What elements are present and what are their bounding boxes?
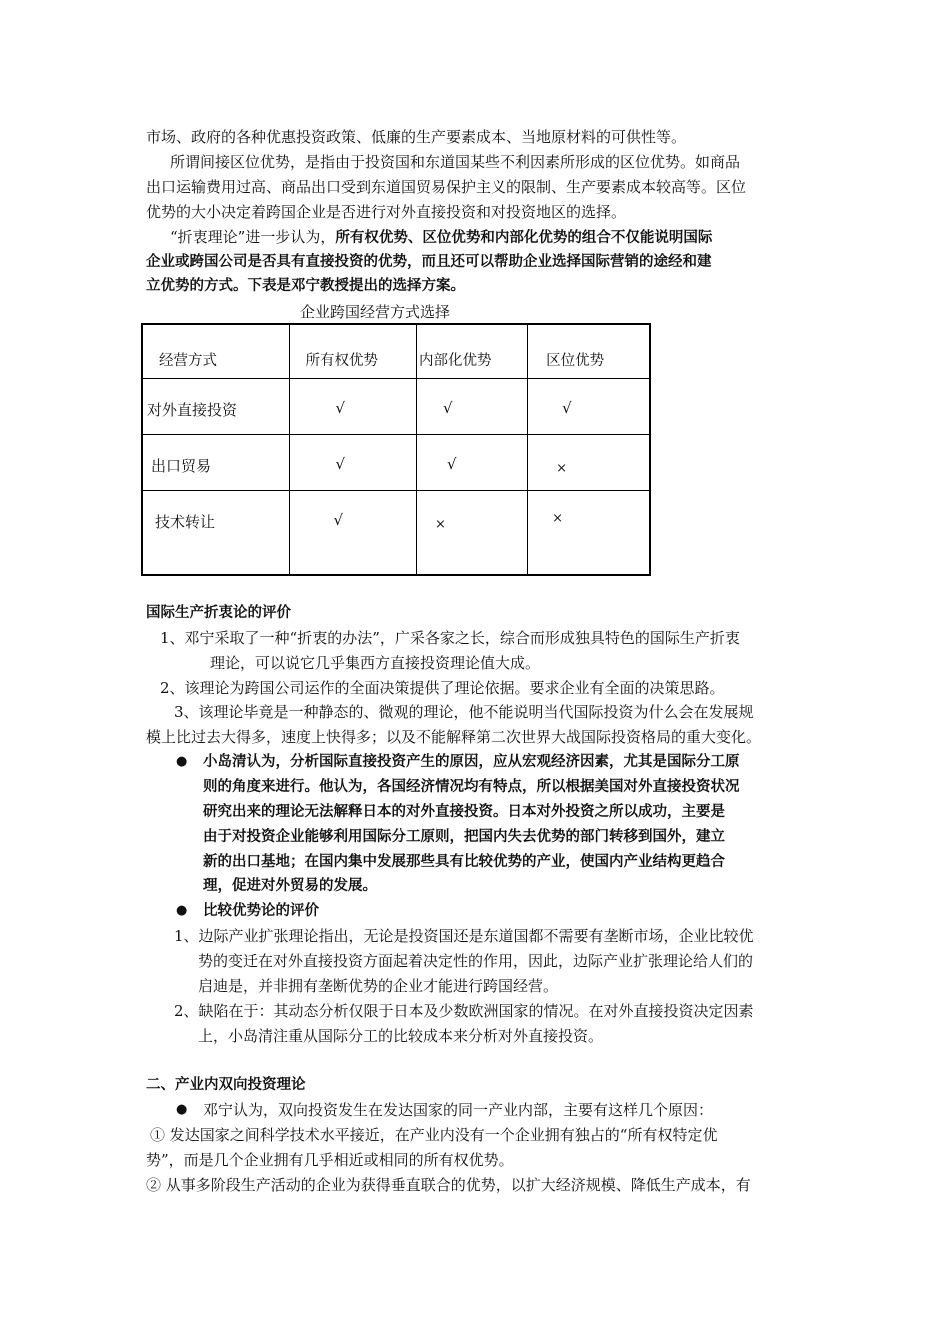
bold-text-line: 企业或跨国公司是否具有直接投资的优势，而且还可以帮助企业选择国际营销的途经和建 xyxy=(146,254,712,270)
text-line: 2、缺陷在于：其动态分析仅限于日本及少数欧洲国家的情况。在对外直接投资决定因素 xyxy=(174,1002,754,1020)
table-cell: √ xyxy=(417,378,528,434)
table-header-cell: 所有权优势 xyxy=(289,324,417,378)
text-line: ② 从事多阶段生产活动的企业为获得垂直联合的优势，以扩大经济规模、降低生产成本，有 xyxy=(146,1176,751,1194)
text-line: 1、邓宁采取了一种“折衷的办法”，广采各家之长，综合而形成独具特色的国际生产折衷 xyxy=(160,629,740,647)
bold-text-span: 所有权优势、区位优势和内部化优势的组合不仅能说明国际 xyxy=(335,230,713,246)
table-cell: √ xyxy=(289,434,417,490)
table-cell: × xyxy=(528,434,650,490)
table-cell: × xyxy=(528,490,650,575)
text-line: 市场、政府的各种优惠投资政策、低廉的生产要素成本、当地原材料的可供性等。 xyxy=(146,128,687,146)
text-line: ① 发达国家之间科学技术水平接近，在产业内没有一个企业拥有独占的“所有权特定优 xyxy=(150,1126,718,1144)
table-cell: × xyxy=(417,490,528,575)
bold-text-line: 研究出来的理论无法解释日本的对外直接投资。日本对外投资之所以成功，主要是 xyxy=(203,804,725,820)
bullet-icon: ● xyxy=(176,1102,188,1117)
table-header-cell: 内部化优势 xyxy=(417,324,528,378)
text-line: 3、该理论毕竟是一种静态的、微观的理论，他不能说明当代国际投资为什么会在发展规 xyxy=(174,703,754,721)
text-line: 势”，而是几个企业拥有几乎相近或相同的所有权优势。 xyxy=(146,1151,514,1169)
text-span: “折衷理论”进一步认为， xyxy=(170,228,336,246)
text-line: 理论，可以说它几乎集西方直接投资理论值大成。 xyxy=(210,654,541,672)
table-cell: √ xyxy=(289,490,417,575)
bold-text-line: 则的角度来进行。他认为，各国经济情况均有特点，所以根据美国对外直接投资状况 xyxy=(203,779,740,795)
table-cell: √ xyxy=(289,378,417,434)
table-row xyxy=(142,378,650,434)
text-line: 2、该理论为跨国公司运作的全面决策提供了理论依据。要求企业有全面的决策思路。 xyxy=(160,679,725,697)
text-line xyxy=(170,227,712,248)
text-line: 1、边际产业扩张理论指出，无论是投资国还是东道国都不需要有垄断市场，企业比较优 xyxy=(174,927,754,945)
table-header-cell: 经营方式 xyxy=(142,324,289,378)
text-line: 启迪是，并非拥有垄断优势的企业才能进行跨国经营。 xyxy=(198,977,559,995)
selection-table xyxy=(141,323,651,576)
table-cell: √ xyxy=(528,378,650,434)
bold-text-line: 新的出口基地；在国内集中发展那些具有比较优势的产业，使国内产业结构更趋合 xyxy=(203,854,725,870)
text-line: 模上比过去大得多，速度上快得多；以及不能解释第二次世界大战国际投资格局的重大变化。 xyxy=(146,728,762,746)
table-caption: 企业跨国经营方式选择 xyxy=(300,303,451,321)
text-line: 上，小岛清注重从国际分工的比较成本来分析对外直接投资。 xyxy=(198,1027,604,1045)
table-cell: 技术转让 xyxy=(142,490,289,575)
bold-text-line: 由于对投资企业能够利用国际分工原则，把国内失去优势的部门转移到国外，建立 xyxy=(203,829,725,845)
bold-text-line: 理，促进对外贸易的发展。 xyxy=(203,878,377,894)
section-heading: 二、产业内双向投资理论 xyxy=(146,1077,306,1093)
bullet-icon: ● xyxy=(176,903,188,918)
table-row xyxy=(142,490,650,575)
bold-text-line: 立优势的方式。下表是邓宁教授提出的选择方案。 xyxy=(146,278,465,294)
text-line: 优势的大小决定着跨国企业是否进行对外直接投资和对投资地区的选择。 xyxy=(146,203,627,221)
table-header-cell: 区位优势 xyxy=(528,324,650,378)
bold-text-line: 比较优势论的评价 xyxy=(203,903,319,919)
bullet-icon: ● xyxy=(176,754,188,769)
section-heading: 国际生产折衷论的评价 xyxy=(146,605,291,621)
table-row xyxy=(142,434,650,490)
table-cell: 对外直接投资 xyxy=(142,378,289,434)
text-line: 所谓间接区位优势，是指由于投资国和东道国某些不利因素所形成的区位优势。如商品 xyxy=(170,153,741,171)
text-line: 出口运输费用过高、商品出口受到东道国贸易保护主义的限制、生产要素成本较高等。区位 xyxy=(146,178,747,196)
table-header-row xyxy=(142,324,650,378)
text-line: 势的变迁在对外直接投资方面起着决定性的作用，因此，边际产业扩张理论给人们的 xyxy=(198,952,754,970)
text-line: 邓宁认为，双向投资发生在发达国家的同一产业内部，主要有这样几个原因： xyxy=(203,1101,714,1119)
table-cell: 出口贸易 xyxy=(142,434,289,490)
table-cell: √ xyxy=(417,434,528,490)
bold-text-line: 小岛清认为，分析国际直接投资产生的原因，应从宏观经济因素，尤其是国际分工原 xyxy=(203,754,740,770)
